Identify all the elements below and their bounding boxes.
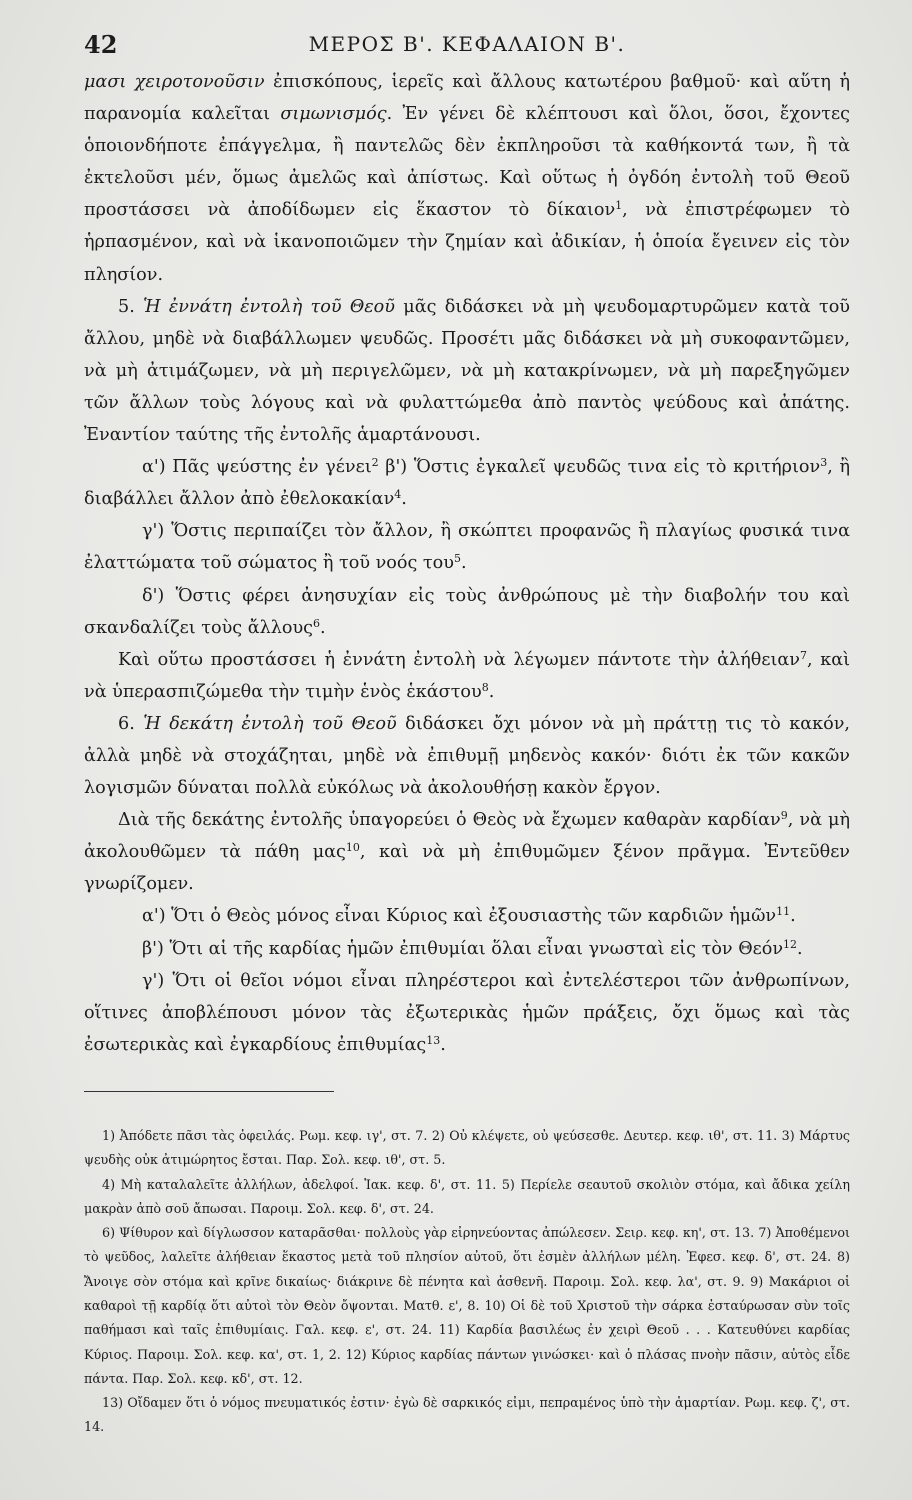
text-run: β') Ὅστις ἐγκαλεῖ ψευδῶς τινα εἰς τὸ κριτήριον (378, 457, 821, 478)
section-5 (84, 291, 850, 451)
list-item-delta (84, 580, 850, 644)
footnote: 1) Ἀπόδετε πᾶσι τὰς ὀφειλάς. Ρωμ. κεφ. ιγ', στ. 7. (102, 1127, 428, 1143)
text-run: . (488, 681, 495, 702)
text-run: . (320, 617, 326, 638)
section-heading: Ἡ δεκάτη ἐντολὴ τοῦ Θεοῦ (143, 713, 397, 734)
footnote: 7) Ἀποθέμενοι τὸ ψεῦδος, λαλεῖτε ἀλήθειαν ἕκαστος μετὰ τοῦ πλησίον αὐτοῦ, ὅτι ἐσμὲν ἀλλήλων μέλη. Ἐφεσ. κεφ. δ', στ. 24. (84, 1225, 850, 1265)
running-head: ΜΕΡΟΣ Β'. ΚΕΦΑΛΑΙΟΝ Β'. (308, 32, 626, 56)
page-header (84, 30, 850, 66)
text-run: , νὰ μὴ ἀκολουθῶμεν τὰ πάθη μας (84, 810, 850, 863)
footnote-group (84, 1391, 850, 1440)
footnote-ref: 12 (783, 937, 798, 951)
list-item-gamma-2 (84, 965, 850, 1061)
list-item-gamma (84, 515, 850, 579)
footnote-ref: 3 (820, 456, 828, 470)
text-run: . Ἐν γένει δὲ κλέπτουσι καὶ ὅλοι, ὅσοι, ἔχοντες ὁποιονδήποτε ἐπάγγελμα, ἢ παντελῶς δὲν ἐκπληροῦσι τὰ καθήκοντά των, ἢ τὰ ἐκτελοῦσι μέν, ὅμως ἀμελῶς καὶ ἀπίστως. Καὶ οὕτως ἡ ὀγδόη ἐντολὴ τοῦ Θεοῦ προστάσσει νὰ ἀποδίδωμεν εἰς ἕκαστον τὸ δίκαιον (84, 104, 850, 221)
footnote-group (84, 1221, 850, 1391)
footnote-ref: 6 (313, 616, 321, 630)
text-run: , καὶ νὰ ὑπερασπιζώμεθα τὴν τιμὴν ἑνὸς ἑκάστου (84, 649, 850, 702)
footnote-ref: 7 (799, 648, 807, 662)
paragraph-tenth-commandment (84, 804, 850, 900)
text-run: , καὶ νὰ μὴ ἐπιθυμῶμεν ξένον πρᾶγμα. Ἐντεῦθεν γνωρίζομεν. (84, 842, 851, 895)
footnote-ref: 11 (776, 905, 791, 919)
text-run: γ') Ὅτι οἱ θεῖοι νόμοι εἶναι πληρέστεροι καὶ ἐντελέστεροι τῶν ἀνθρωπίνων, οἵτινες ἀποβλέπουσι μόνον τὰς ἐξωτερικὰς ἡμῶν πράξεις, ὄχι ὅμως καὶ τὰς ἐσωτερικὰς καὶ ἐγκαρδίους ἐπιθυμίας (84, 970, 850, 1055)
section-heading: Ἡ ἐννάτη ἐντολὴ τοῦ Θεοῦ (143, 296, 395, 317)
footnote: 3) Μάρτυς ψευδὴς οὐκ ἀτιμώρητος ἔσται. Παρ. Σολ. κεφ. ιθ', στ. 5. (84, 1127, 850, 1168)
text-run: β') Ὅτι αἱ τῆς καρδίας ἡμῶν ἐπιθυμίαι ὅλαι εἶναι γνωσταὶ εἰς τὸν Θεόν (142, 938, 784, 959)
main-text (84, 66, 850, 1061)
term-simony: σιμωνισμός (280, 104, 387, 125)
footnote: 8) Ἄνοιγε σὸν στόμα καὶ κρῖνε δικαίως· διάκρινε δὲ πένητα καὶ ἀσθενῆ. Παροιμ. Σολ. κεφ. λα', στ. 9. (84, 1249, 850, 1289)
footnote-ref: 9 (780, 809, 788, 823)
footnote: 12) Κύριος καρδίας πάντων γινώσκει· καὶ ὁ πλάσας πνοὴν πᾶσιν, αὐτὸς εἶδε πάντα. Παρ. Σολ. κεφ. κδ', στ. 12. (84, 1346, 850, 1386)
footnote: 6) Ψίθυρον καὶ δίγλωσσον καταρᾶσθαι· πολλοὺς γὰρ εἰρηνεύοντας ἀπώλεσεν. Σειρ. κεφ. κη', στ. 13. (102, 1225, 755, 1241)
footnote-ref: 4 (394, 488, 402, 502)
text-run: Καὶ οὕτω προστάσσει ἡ ἐννάτη ἐντολὴ νὰ λέγωμεν πάντοτε τὴν ἀλήθειαν (118, 649, 800, 670)
footnote-group (84, 1124, 850, 1173)
section-number: 6. (118, 713, 144, 734)
paragraph-ninth-conclusion (84, 644, 850, 708)
footnote: 11) Καρδία βασιλέως ἐν χειρὶ Θεοῦ . . . Κατευθύνει καρδίας Κύριος. Παροιμ. Σολ. κεφ. κα', στ. 1, 2. (84, 1322, 850, 1362)
footnote: 9) Μακάριοι οἱ καθαροὶ τῇ καρδίᾳ ὅτι αὐτοὶ τὸν Θεὸν ὄψονται. Ματθ. ε', 8. (84, 1273, 850, 1313)
section-number: 5. (118, 296, 144, 317)
footnote: 10) Οἱ δὲ τοῦ Χριστοῦ τὴν σάρκα ἐσταύρωσαν σὺν τοῖς παθήμασι καὶ ταῖς ἐπιθυμίαις. Γαλ. κεφ. ε', στ. 24. (84, 1297, 850, 1338)
text-run: . (440, 1034, 446, 1055)
footnote-group (84, 1173, 850, 1222)
text-run: δ') Ὅστις φέρει ἀνησυχίαν εἰς τοὺς ἀνθρώπους μὲ τὴν διαβολήν του καὶ σκανδαλίζει τοὺς ἄλλους (84, 585, 850, 638)
text-run: . (460, 553, 467, 574)
footnote-ref: 13 (426, 1033, 441, 1047)
footnotes (84, 1124, 850, 1440)
text-run: διδάσκει ὄχι μόνον νὰ μὴ πράττῃ τις τὸ κακόν, ἀλλὰ μηδὲ νὰ στοχάζηται, μηδὲ νὰ ἐπιθυμῇ μηδενὸς κακόν· διότι ἐκ τῶν κακῶν λογισμῶν δύναται πολλὰ εὐκόλως νὰ ἀκολουθήσῃ κακὸν ἔργον. (84, 713, 850, 799)
text-run: μᾶς διδάσκει νὰ μὴ ψευδομαρτυρῶμεν κατὰ τοῦ ἄλλου, μηδὲ νὰ διαβάλλωμεν ψευδῶς. Προσέτι μᾶς διδάσκει νὰ μὴ συκοφαντῶμεν, νὰ μὴ ἀτιμάζωμεν, νὰ μὴ περιγελῶμεν, νὰ μὴ κατακρίνωμεν, νὰ μὴ παρεξηγῶμεν τῶν ἄλλων τοὺς λόγους καὶ νὰ φυλαττώμεθα ἀπὸ παντὸς ψεύδους καὶ ἀπάτης. Ἐναντίον ταύτης τῆς ἐντολῆς ἁμαρτάνουσι. (84, 296, 850, 446)
list-item-beta-2 (84, 933, 850, 965)
section-6 (84, 708, 850, 804)
text-run: α') Πᾶς ψεύστης ἐν γένει (142, 457, 372, 478)
text-run: , ἢ διαβάλλει ἄλλον ἀπὸ ἐθελοκακίαν (84, 457, 850, 510)
text-run: γ') Ὅστις περιπαίζει τὸν ἄλλον, ἢ σκώπτει προφανῶς ἢ πλαγίως φυσικά τινα ἐλαττώματα τοῦ σώματος ἢ τοῦ νοός του (84, 521, 850, 574)
text-run: α') Ὅτι ὁ Θεὸς μόνος εἶναι Κύριος καὶ ἐξουσιαστὴς τῶν καρδιῶν ἡμῶν (142, 906, 777, 927)
text-run: . (797, 938, 803, 959)
text-run: ἐπισκόπους, ἱερεῖς καὶ ἄλλους κατωτέρου βαθμοῦ· καὶ αὕτη ἡ παρανομία καλεῖται (84, 72, 851, 125)
text-run: . (401, 489, 407, 510)
footnote: 2) Οὐ κλέψετε, οὐ ψεύσεσθε. Δευτερ. κεφ. ιθ', στ. 11. (431, 1127, 778, 1143)
footnote-ref: 8 (481, 680, 489, 694)
italic-phrase: μασι χειροτονοῦσιν (84, 72, 265, 92)
text-run: . (790, 906, 796, 927)
paragraph-eighth-commandment (84, 66, 850, 291)
footnote-ref: 2 (371, 456, 379, 470)
page-number: 42 (84, 30, 118, 59)
list-item-alpha-2 (84, 900, 850, 932)
footnote: 13) Οἴδαμεν ὅτι ὁ νόμος πνευματικός ἐστιν· ἐγὼ δὲ σαρκικός εἰμι, πεπραμένος ὑπὸ τὴν ἁμαρτίαν. Ρωμ. κεφ. ζ', στ. 14. (84, 1395, 850, 1435)
list-item-alpha-beta (84, 451, 850, 515)
footnote-ref: 5 (453, 552, 461, 566)
footnote: 5) Περίελε σεαυτοῦ σκολιὸν στόμα, καὶ ἄδικα χείλη μακρὰν ἀπὸ σοῦ ἄπωσαι. Παροιμ. Σολ. κεφ. δ', στ. 24. (84, 1176, 850, 1216)
text-run: , νὰ ἐπιστρέφωμεν τὸ ἡρπασμένον, καὶ νὰ ἱκανοποιῶμεν τὴν ζημίαν καὶ ἀδικίαν, ἡ ὁποία ἔγεινεν εἰς τὸν πλησίον. (84, 200, 850, 285)
footnote-divider (84, 1091, 334, 1092)
footnote: 4) Μὴ καταλαλεῖτε ἀλλήλων, ἀδελφοί. Ἰακ. κεφ. δ', στ. 11. (102, 1176, 497, 1192)
text-run: Διὰ τῆς δεκάτης ἐντολῆς ὑπαγορεύει ὁ Θεὸς νὰ ἔχωμεν καθαρὰν καρδίαν (118, 810, 781, 831)
footnote-ref: 1 (615, 199, 623, 213)
footnote-ref: 10 (345, 841, 360, 855)
